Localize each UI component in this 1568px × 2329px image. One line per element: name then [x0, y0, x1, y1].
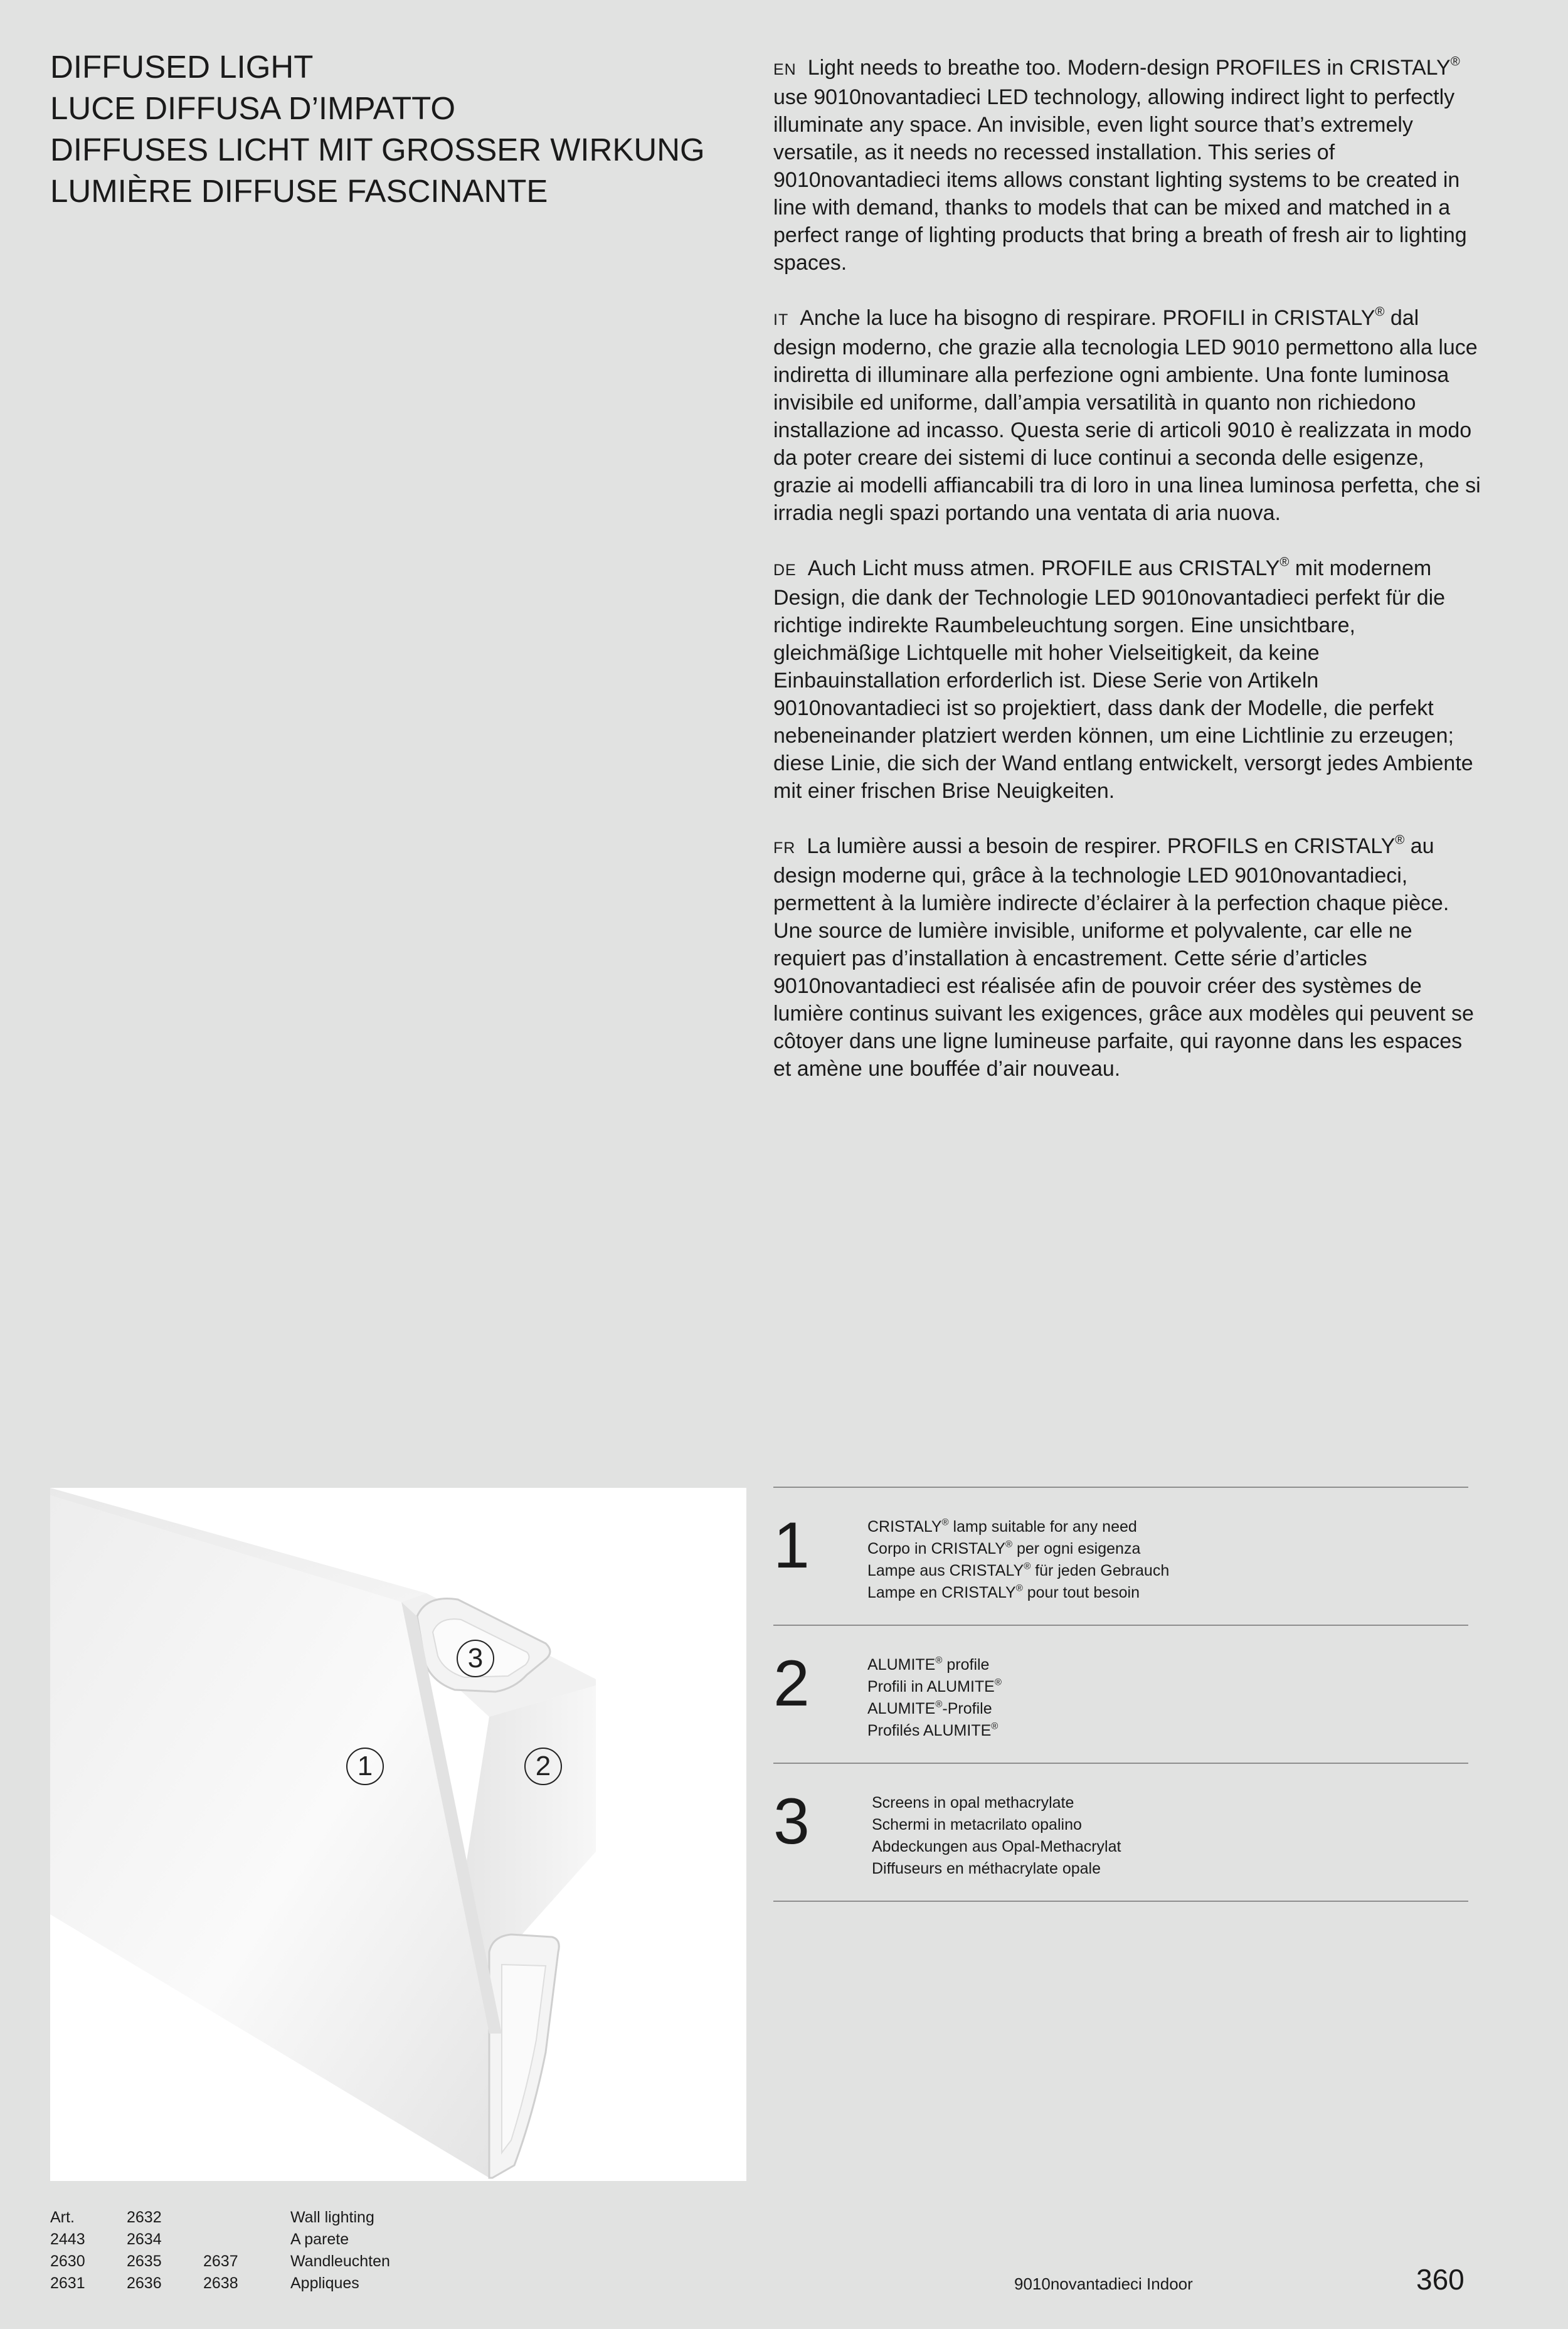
feature-line: ALUMITE®-Profile — [867, 1699, 992, 1717]
feature-line: Screens in opal methacrylate — [872, 1794, 1074, 1812]
callout-3: 3 — [457, 1640, 494, 1677]
lang-code: EN — [773, 61, 797, 78]
feature-line: Lampe aus CRISTALY® für jeden Gebrauch — [867, 1561, 1170, 1579]
article-cell: 2632 — [127, 2209, 162, 2226]
page-titles — [50, 46, 705, 212]
feature-line: Corpo in CRISTALY® per ogni esigenza — [867, 1539, 1141, 1557]
article-cell: 2638 — [203, 2274, 238, 2292]
article-cell: 2636 — [127, 2274, 162, 2292]
paragraph-text: Anche la luce ha bisogno di respirare. PROFILI in CRISTALY — [800, 306, 1375, 330]
callout-1: 1 — [346, 1748, 384, 1785]
feature-line: Schermi in metacrilato opalino — [872, 1816, 1082, 1833]
title-it: LUCE DIFFUSA D’IMPATTO — [50, 90, 456, 126]
article-label: A parete — [290, 2231, 349, 2248]
feature-number: 2 — [773, 1647, 810, 1720]
registered-mark: ® — [1375, 305, 1385, 319]
paragraph-text: La lumière aussi a besoin de respirer. PROFILS en CRISTALY — [807, 834, 1396, 858]
feature-line: Lampe en CRISTALY® pour tout besoin — [867, 1583, 1140, 1601]
registered-mark: ® — [1450, 55, 1460, 69]
article-label: Wall lighting — [290, 2209, 374, 2226]
lang-code: FR — [773, 839, 796, 857]
paragraph-text: au design moderne qui, grâce à la technologie LED 9010novantadieci, permettent à la lumière indirecte d’éclairer à la perfection chaque pièce. Une source de lumière invisible, uniforme et polyvalente, car elle ne requiert pas d’installation à encastrement. Cette série d’articles 9010novantadieci est réalisée afin de pouvoir créer des systèmes de lumière continus suivant les exigences, grâce aux modèles qui peuvent se côtoyer dans une ligne lumineuse parfaite, qui rayonne dans les espaces et amène une bouffée d’air nouveau. — [773, 834, 1474, 1081]
article-cell: Art. — [50, 2209, 75, 2226]
article-cell: 2634 — [127, 2231, 162, 2248]
intro-paragraph-fr — [773, 832, 1482, 1083]
intro-paragraph-en — [773, 54, 1482, 277]
title-fr: LUMIÈRE DIFFUSE FASCINANTE — [50, 173, 548, 209]
paragraph-text: Light needs to breathe too. Modern-design PROFILES in CRISTALY — [807, 56, 1451, 80]
intro-text — [773, 54, 1482, 1110]
title-en: DIFFUSED LIGHT — [50, 49, 314, 85]
title-de: DIFFUSES LICHT MIT GROSSER WIRKUNG — [50, 132, 705, 167]
article-cell — [203, 2229, 238, 2251]
feature-description — [867, 1516, 1169, 1604]
article-labels — [290, 2207, 390, 2295]
feature-description — [867, 1654, 1002, 1742]
article-cell: 2630 — [50, 2252, 85, 2270]
wall-light-profile-illustration — [50, 1488, 746, 2181]
lang-code: IT — [773, 311, 789, 329]
intro-paragraph-de — [773, 554, 1482, 805]
article-cell: 2637 — [203, 2252, 238, 2270]
feature-item — [773, 1625, 1468, 1763]
footer-catalog-label: 9010novantadieci Indoor — [1014, 2274, 1193, 2293]
feature-line: CRISTALY® lamp suitable for any need — [867, 1517, 1137, 1536]
paragraph-text: use 9010novantadieci LED technology, allowing indirect light to perfectly illuminate any space. An invisible, even light source that’s extremely versatile, as it needs no recessed installation. This series of 9010novantadieci items allows constant lighting systems to be created in line with demand, thanks to models that can be mixed and matched in a perfect range of lighting products that bring a breath of fresh air to lighting spaces. — [773, 85, 1467, 275]
features-list — [773, 1487, 1468, 1902]
article-column-1 — [50, 2207, 85, 2295]
callout-2: 2 — [524, 1748, 562, 1785]
article-cell: 2443 — [50, 2231, 85, 2248]
article-cell: 2631 — [50, 2274, 85, 2292]
paragraph-text: Auch Licht muss atmen. PROFILE aus CRISTALY — [807, 556, 1280, 580]
feature-description — [872, 1792, 1121, 1880]
article-label: Wandleuchten — [290, 2252, 390, 2270]
page-number: 360 — [1416, 2263, 1465, 2296]
feature-number: 3 — [773, 1785, 810, 1858]
intro-paragraph-it — [773, 304, 1482, 527]
feature-line: Profili in ALUMITE® — [867, 1677, 1002, 1695]
feature-item — [773, 1763, 1468, 1902]
paragraph-text: mit modernem Design, die dank der Technologie LED 9010novantadieci perfekt für die richtige indirekte Raumbeleuchtung sorgen. Eine unsichtbare, gleichmäßige Lichtquelle mit hoher Vielseitigkeit, da keine Einbauinstallation erforderlich ist. Diese Serie von Artikeln 9010novantadieci ist so projektiert, dass dank der Modelle, die perfekt nebeneinander platziert werden können, um eine Lichtlinie zu erzeugen; diese Linie, die sich der Wand entlang entwickelt, versorgt jedes Ambiente mit einer frischen Brise Neuigkeiten. — [773, 556, 1473, 803]
product-photo — [50, 1488, 746, 2181]
article-cell — [203, 2207, 238, 2229]
feature-line: Profilés ALUMITE® — [867, 1721, 999, 1739]
registered-mark: ® — [1395, 833, 1405, 847]
feature-item — [773, 1487, 1468, 1625]
article-column-3 — [203, 2207, 238, 2295]
lang-code: DE — [773, 561, 797, 579]
article-label: Appliques — [290, 2274, 359, 2292]
article-column-2 — [127, 2207, 162, 2295]
feature-number: 1 — [773, 1509, 810, 1582]
registered-mark: ® — [1279, 555, 1290, 570]
feature-line: ALUMITE® profile — [867, 1655, 990, 1674]
paragraph-text: dal design moderno, che grazie alla tecnologia LED 9010 permettono alla luce indiretta di illuminare alla perfezione ogni ambiente. Una fonte luminosa invisibile ed uniforme, dall’ampia versatilità in quanto non richiedono installazione ad incasso. Questa serie di articoli 9010 è realizzata in modo da poter creare dei sistemi di luce continui a seconda delle esigenze, grazie ai modelli affiancabili tra di loro in una linea luminosa perfetta, che si irradia negli spazi portando una ventata di aria nuova. — [773, 306, 1481, 525]
feature-line: Abdeckungen aus Opal-Methacrylat — [872, 1838, 1121, 1855]
feature-line: Diffuseurs en méthacrylate opale — [872, 1860, 1101, 1877]
article-cell: 2635 — [127, 2252, 162, 2270]
